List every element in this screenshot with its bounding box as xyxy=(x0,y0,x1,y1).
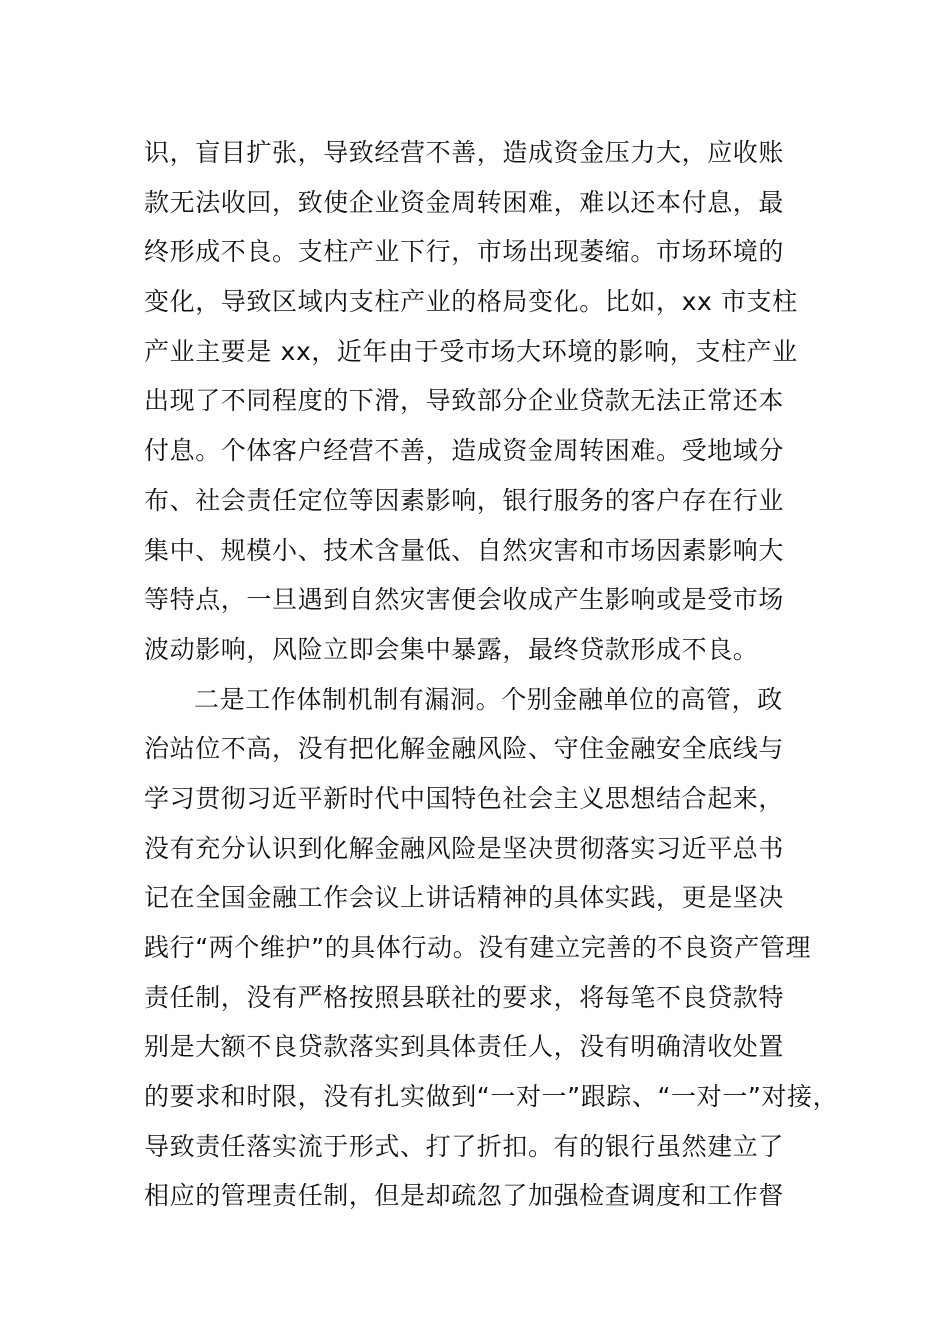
paragraph-start-line: 二是工作体制机制有漏洞。个别金融单位的高管，政 xyxy=(194,684,783,714)
text-line: 的要求和时限，没有扎实做到“一对一”跟踪、“一对一”对接， xyxy=(144,1082,839,1112)
text-line: 产业主要是 xx，近年由于受市场大环境的影响，支柱产业 xyxy=(144,336,798,366)
text-line: 布、社会责任定位等因素影响，银行服务的客户存在行业 xyxy=(144,485,785,515)
text-line: 等特点，一旦遇到自然灾害便会收成产生影响或是受市场 xyxy=(144,585,785,615)
text-line: 付息。个体客户经营不善，造成资金周转困难。受地域分 xyxy=(144,436,785,466)
text-line: 别是大额不良贷款落实到具体责任人，没有明确清收处置 xyxy=(144,1032,785,1062)
text-line: 践行“两个维护”的具体行动。没有建立完善的不良资产管理 xyxy=(144,933,812,962)
text-line: 变化，导致区域内支柱产业的格局变化。比如，xx 市支柱 xyxy=(144,287,798,317)
body-text xyxy=(144,128,844,1221)
text-line: 集中、规模小、技术含量低、自然灾害和市场因素影响大 xyxy=(144,535,785,565)
text-line: 导致责任落实流于形式、打了折扣。有的银行虽然建立了 xyxy=(144,1131,785,1161)
text-line: 出现了不同程度的下滑，导致部分企业贷款无法正常还本 xyxy=(144,386,785,416)
text-line: 相应的管理责任制，但是却疏忽了加强检查调度和工作督 xyxy=(144,1181,785,1211)
text-line: 记在全国金融工作会议上讲话精神的具体实践，更是坚决 xyxy=(144,883,785,913)
text-line: 波动影响，风险立即会集中暴露，最终贷款形成不良。 xyxy=(144,634,759,664)
text-line: 识，盲目扩张，导致经营不善，造成资金压力大，应收账 xyxy=(144,138,785,167)
text-line: 款无法收回，致使企业资金周转困难，难以还本付息，最 xyxy=(144,187,785,217)
text-line: 没有充分认识到化解金融风险是坚决贯彻落实习近平总书 xyxy=(144,833,785,863)
text-line: 治站位不高，没有把化解金融风险、守住金融安全底线与 xyxy=(144,734,785,764)
text-line: 学习贯彻习近平新时代中国特色社会主义思想结合起来， xyxy=(144,783,785,813)
text-line: 责任制，没有严格按照县联社的要求，将每笔不良贷款特 xyxy=(144,982,785,1012)
text-line: 终形成不良。支柱产业下行，市场出现萎缩。市场环境的 xyxy=(144,237,785,267)
